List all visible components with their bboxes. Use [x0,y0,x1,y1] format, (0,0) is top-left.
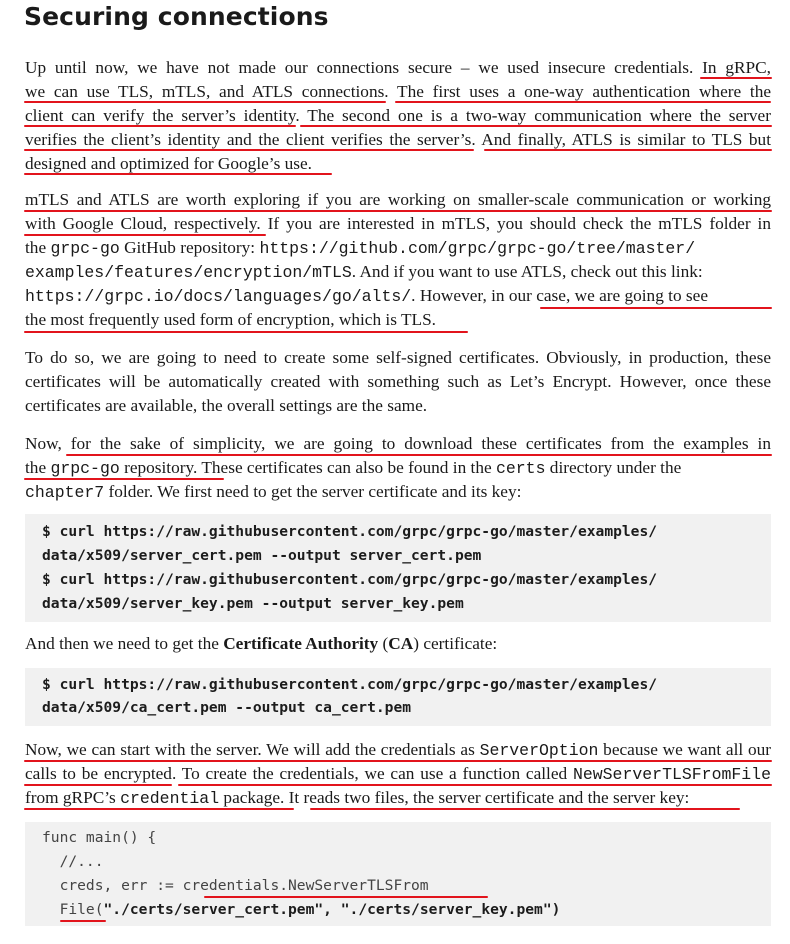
text-run: GitHub repository: [119,238,260,257]
code-line: $ curl https://raw.githubusercontent.com/grpc/grpc-go/master/examples/ [42,523,658,540]
code-line: data/x509/ca_cert.pem --output ca_cert.pem [42,699,412,716]
text-line: certificates will be automatically created with something such as Let’s Encrypt. However, once these [25,372,771,391]
code-block-server-certs [25,514,771,622]
text-run: because we want all our [598,740,771,759]
text-run: directory under the [545,458,682,477]
text-line [25,738,771,762]
code-line: data/x509/server_cert.pem --output server_cert.pem [42,547,482,564]
text-line [25,260,703,284]
code-token: File( [42,901,104,918]
url-mtls-path[interactable]: examples/features/encryption/mTLS [25,263,352,282]
code-line: data/x509/server_key.pem --output server_key.pem [42,595,464,612]
text-run: . And if you want to use ATLS, check out this link: [351,262,703,281]
text-line: To do so, we are going to need to create some self-signed certificates. Obviously, in production, these [25,348,771,367]
term-certificate-authority: Certificate Authority [223,634,379,653]
inline-code-credential: credential [120,789,220,808]
text-run: And then we need to get the [25,634,224,653]
code-block-main-func [25,822,771,926]
section-title: Securing connections [24,2,329,31]
code-line: $ curl https://raw.githubusercontent.com/grpc/grpc-go/master/examples/ [42,676,658,693]
text-run: Now, we can start with the server. We will add the credentials as [25,740,480,759]
code-line: //... [42,853,104,870]
code-line: $ curl https://raw.githubusercontent.com/grpc/grpc-go/master/examples/ [42,571,658,588]
inline-code-serveroption: ServerOption [479,741,599,760]
inline-code-certs: certs [495,459,546,478]
text-run: repository. These certificates can also be found in the [119,458,496,477]
code-line: creds, err := credentials.NewServerTLSFrom [42,877,429,894]
inline-code-grpc-go: grpc-go [50,459,120,478]
text-run: calls to be encrypted. To create the credentials, we can use a function called [25,764,573,783]
url-alts-docs[interactable]: https://grpc.io/docs/languages/go/alts/ [25,287,412,306]
text-run: . However, in our case, we are going to see [411,286,708,305]
text-line [25,632,497,656]
text-line: client can verify the server’s identity. The second one is a two-way communication where the server [25,106,771,125]
text-run: the [25,238,51,257]
text-line: the most frequently used form of encryption, which is TLS. [25,310,436,329]
url-grpc-go-tree[interactable]: https://github.com/grpc/grpc-go/tree/master/ [259,239,696,258]
text-line: Up until now, we have not made our connections secure – we used insecure credentials. In gRPC, [25,58,771,77]
code-block-ca-cert [25,668,771,726]
text-run: ) certificate: [413,634,498,653]
text-run: from gRPC’s [25,788,121,807]
code-line: func main() { [42,829,157,846]
text-line: designed and optimized for Google’s use. [25,154,312,173]
text-line [25,480,521,504]
inline-code-grpc-go: grpc-go [50,239,120,258]
text-line: we can use TLS, mTLS, and ATLS connections. The first uses a one-way authentication where the [25,82,771,101]
text-line: verifies the client’s identity and the client verifies the server’s. And finally, ATLS is similar to TLS but [25,130,771,149]
text-line [25,786,689,810]
text-line: Now, for the sake of simplicity, we are going to download these certificates from the examples in [25,434,771,453]
text-run: folder. We first need to get the server certificate and its key: [104,482,522,501]
text-line [25,236,695,260]
text-run: package. It reads two files, the server certificate and the server key: [219,788,690,807]
code-line [42,898,560,922]
text-line [25,284,708,308]
term-ca: CA [388,634,414,653]
text-run: the [25,458,51,477]
inline-code-chapter7: chapter7 [25,483,105,502]
text-run: ( [378,634,389,653]
text-line [25,762,771,786]
text-line: certificates are available, the overall settings are the same. [25,396,428,415]
text-line: with Google Cloud, respectively. If you are interested in mTLS, you should check the mTLS folder in [25,214,771,233]
text-line [25,456,681,480]
text-line: mTLS and ATLS are worth exploring if you are working on smaller-scale communication or working [25,190,771,209]
inline-code-newservertlsfromfile: NewServerTLSFromFile [572,765,771,784]
code-string-args: "./certs/server_cert.pem", "./certs/server_key.pem") [103,901,561,918]
